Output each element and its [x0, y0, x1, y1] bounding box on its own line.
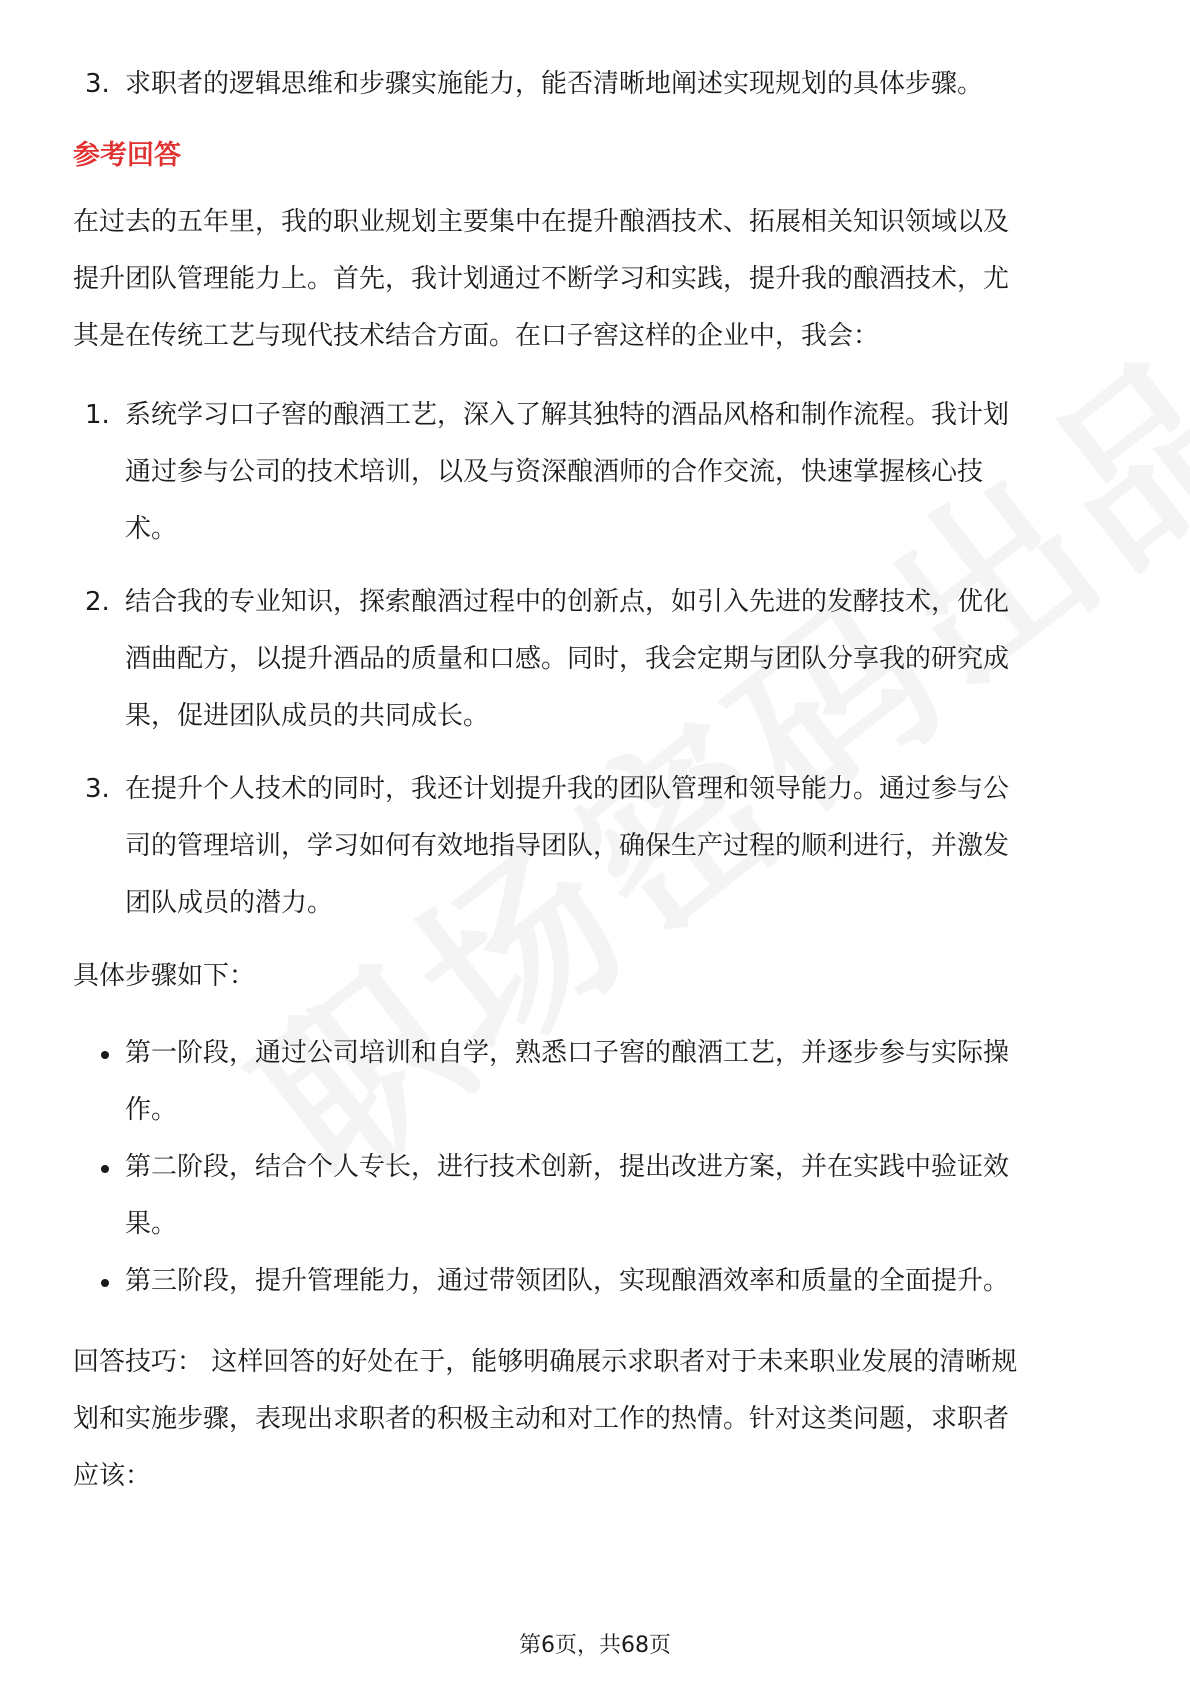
answer-paragraph [73, 194, 1128, 365]
item-line: 司的管理培训，学习如何有效地指导团队，确保生产过程的顺利进行，并激发 [125, 831, 1010, 861]
plan-item-2 [73, 574, 1128, 745]
paragraph-line: 其是在传统工艺与现代技术结合方面。在口子窖这样的企业中，我会： [73, 321, 880, 351]
plan-item-3 [73, 761, 1128, 932]
paragraph-line: 划和实施步骤，表现出求职者的积极主动和对工作的热情。针对这类问题，求职者 [73, 1404, 1010, 1434]
item-line: 通过参与公司的技术培训，以及与资深酿酒师的合作交流，快速掌握核心技 [125, 457, 984, 487]
item-line: 团队成员的潜力。 [125, 888, 334, 918]
criteria-item-3 [73, 56, 1128, 113]
step-bullet-3 [73, 1253, 1128, 1310]
bullet-line: 第三阶段，提升管理能力，通过带领团队，实现酿酒效率和质量的全面提升。 [125, 1266, 1010, 1296]
page-content [73, 56, 1128, 1505]
paragraph-line: 应该： [73, 1461, 152, 1491]
section-heading: 参考回答 [73, 140, 181, 171]
bullet-line: 作。 [125, 1095, 178, 1125]
page-footer: 第6页，共68页 [519, 1633, 671, 1658]
paragraph-line: 提升团队管理能力上。首先，我计划通过不断学习和实践，提升我的酿酒技术，尤 [73, 264, 1010, 294]
item-line: 在提升个人技术的同时，我还计划提升我的团队管理和领导能力。通过参与公 [125, 774, 1010, 804]
bullet-line: 第二阶段，结合个人专长，进行技术创新，提出改进方案，并在实践中验证效 [125, 1152, 1010, 1182]
steps-intro: 具体步骤如下： [73, 961, 256, 991]
item-number: 3. [85, 774, 110, 804]
plan-item-1 [73, 387, 1128, 558]
item-number: 3. [85, 69, 110, 99]
item-line: 酒曲配方，以提升酒品的质量和口感。同时，我会定期与团队分享我的研究成 [125, 644, 1010, 674]
paragraph-line: 在过去的五年里，我的职业规划主要集中在提升酿酒技术、拓展相关知识领域以及 [73, 207, 1010, 237]
item-number: 2. [85, 587, 110, 617]
bullet-dot [101, 1051, 109, 1059]
item-line: 术。 [125, 514, 178, 544]
item-text: 求职者的逻辑思维和步骤实施能力，能否清晰地阐述实现规划的具体步骤。 [125, 69, 984, 99]
step-bullet-1 [73, 1025, 1128, 1139]
bullet-line: 果。 [125, 1209, 178, 1239]
item-line: 果，促进团队成员的共同成长。 [125, 701, 490, 731]
paragraph-line: 回答技巧： 这样回答的好处在于，能够明确展示求职者对于未来职业发展的清晰规 [73, 1347, 1018, 1377]
step-bullet-2 [73, 1139, 1128, 1253]
bullet-line: 第一阶段，通过公司培训和自学，熟悉口子窖的酿酒工艺，并逐步参与实际操 [125, 1038, 1010, 1068]
tips-paragraph [73, 1334, 1128, 1505]
item-line: 系统学习口子窖的酿酒工艺，深入了解其独特的酒品风格和制作流程。我计划 [125, 400, 1010, 430]
item-number: 1. [85, 400, 110, 430]
bullet-dot [101, 1165, 109, 1173]
bullet-dot [101, 1279, 109, 1287]
item-line: 结合我的专业知识，探索酿酒过程中的创新点，如引入先进的发酵技术，优化 [125, 587, 1010, 617]
